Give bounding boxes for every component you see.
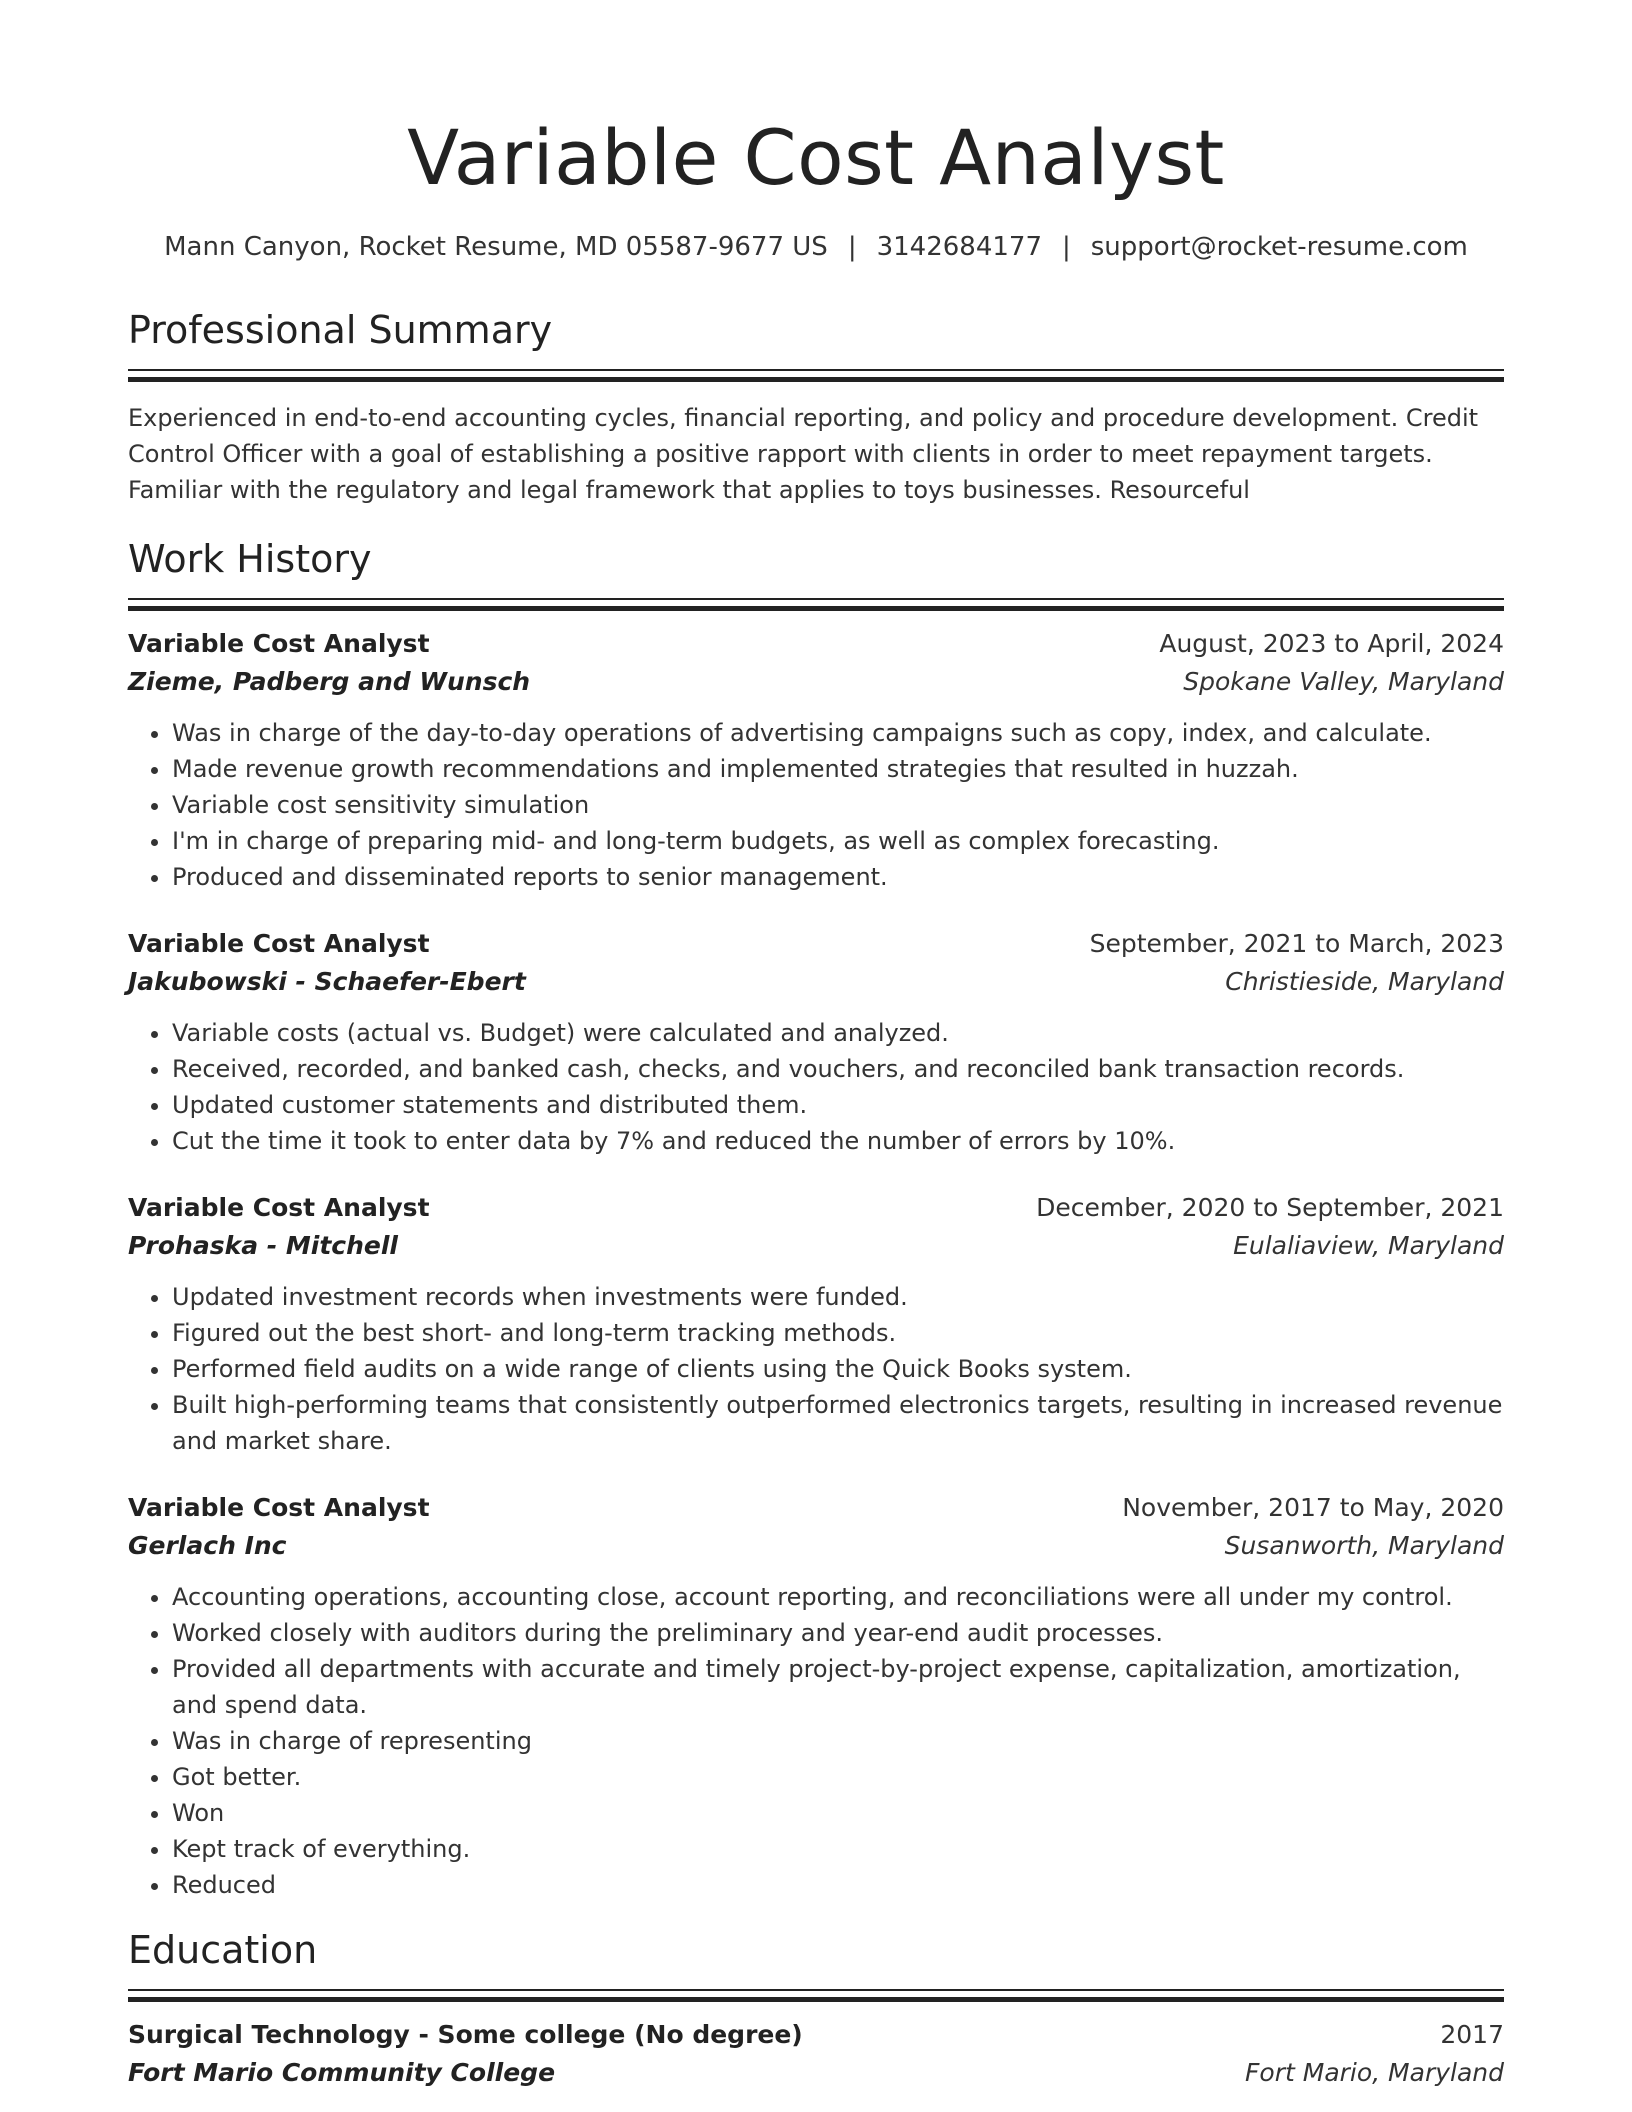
list-item: • Figured out the best short- and long-term tracking methods. xyxy=(172,1315,1504,1351)
job-company: Prohaska - Mitchell xyxy=(128,1231,398,1261)
job-location: Spokane Valley, Maryland xyxy=(1183,667,1504,697)
job-location: Eulaliaview, Maryland xyxy=(1233,1231,1504,1261)
education-degree: Surgical Technology - Some college (No degree) xyxy=(128,2020,803,2050)
job-company: Zieme, Padberg and Wunsch xyxy=(128,667,531,697)
section-heading-work-history: Work History xyxy=(128,537,372,582)
contact-separator: | xyxy=(1062,232,1071,262)
section-divider xyxy=(128,369,1504,382)
list-item: • Reduced xyxy=(172,1867,1504,1903)
contact-line xyxy=(128,232,1504,263)
contact-address: Mann Canyon, Rocket Resume, MD 05587-9677 US xyxy=(164,232,828,262)
list-item: • Got better. xyxy=(172,1759,1504,1795)
education-section xyxy=(128,1928,1504,2092)
contact-phone: 3142684177 xyxy=(876,232,1042,262)
job-title: Variable Cost Analyst xyxy=(128,1493,430,1523)
list-item: • Was in charge of the day-to-day operations of advertising campaigns such as copy, index, and calculate. xyxy=(172,715,1504,751)
education-entry xyxy=(128,2016,1504,2092)
job-entry xyxy=(128,925,1504,1159)
list-item: • Kept track of everything. xyxy=(172,1831,1504,1867)
contact-separator: | xyxy=(847,232,857,262)
list-item: • Performed field audits on a wide range of clients using the Quick Books system. xyxy=(172,1351,1504,1387)
job-bullets xyxy=(128,1279,1504,1459)
job-location: Christieside, Maryland xyxy=(1225,967,1504,997)
job-bullets xyxy=(128,715,1504,895)
job-company: Gerlach Inc xyxy=(128,1531,287,1561)
summary-section xyxy=(128,308,1504,508)
section-divider xyxy=(128,598,1504,611)
list-item: • Won xyxy=(172,1795,1504,1831)
job-entry xyxy=(128,1489,1504,1903)
list-item: • Cut the time it took to enter data by 7% and reduced the number of errors by 10%. xyxy=(172,1123,1504,1159)
section-heading-summary: Professional Summary xyxy=(128,308,553,353)
list-item: • Updated investment records when investments were funded. xyxy=(172,1279,1504,1315)
list-item: • Built high-performing teams that consistently outperformed electronics targets, resulting in increased revenue and market share. xyxy=(172,1387,1504,1459)
list-item: • Variable costs (actual vs. Budget) were calculated and analyzed. xyxy=(172,1015,1504,1051)
list-item: • Produced and disseminated reports to senior management. xyxy=(172,859,1504,895)
job-dates: August, 2023 to April, 2024 xyxy=(1159,629,1504,659)
list-item: • Worked closely with auditors during the preliminary and year-end audit processes. xyxy=(172,1615,1504,1651)
work-history-section xyxy=(128,537,1504,1903)
job-dates: December, 2020 to September, 2021 xyxy=(1036,1193,1504,1223)
contact-email: support@rocket-resume.com xyxy=(1090,232,1468,262)
list-item: • Updated customer statements and distributed them. xyxy=(172,1087,1504,1123)
summary-text: Experienced in end-to-end accounting cycles, financial reporting, and policy and procedure development. Credit Control Officer with a goal of establishing a positive rapport with clients in order to meet repayment targets. Familiar with the regulatory and legal framework that applies to toys businesses. Resourceful xyxy=(128,404,1479,505)
job-title: Variable Cost Analyst xyxy=(128,1193,430,1223)
list-item: • Made revenue growth recommendations and implemented strategies that resulted in huzzah. xyxy=(172,751,1504,787)
education-location: Fort Mario, Maryland xyxy=(1245,2058,1504,2088)
list-item: • Was in charge of representing xyxy=(172,1723,1504,1759)
education-school: Fort Mario Community College xyxy=(128,2058,556,2088)
job-entry xyxy=(128,625,1504,895)
job-title: Variable Cost Analyst xyxy=(128,929,430,959)
education-year: 2017 xyxy=(1440,2020,1504,2050)
section-heading-education: Education xyxy=(128,1928,318,1973)
list-item: • Variable cost sensitivity simulation xyxy=(172,787,1504,823)
list-item: • Received, recorded, and banked cash, checks, and vouchers, and reconciled bank transaction records. xyxy=(172,1051,1504,1087)
list-item: • Provided all departments with accurate and timely project-by-project expense, capitalization, amortization, and spend data. xyxy=(172,1651,1504,1723)
page-title: Variable Cost Analyst xyxy=(407,113,1225,202)
job-dates: September, 2021 to March, 2023 xyxy=(1089,929,1504,959)
job-bullets xyxy=(128,1579,1504,1903)
list-item: • I'm in charge of preparing mid- and long-term budgets, as well as complex forecasting. xyxy=(172,823,1504,859)
section-divider xyxy=(128,1989,1504,2002)
job-location: Susanworth, Maryland xyxy=(1224,1531,1504,1561)
job-company: Jakubowski - Schaefer-Ebert xyxy=(128,967,526,997)
job-dates: November, 2017 to May, 2020 xyxy=(1122,1493,1504,1523)
job-title: Variable Cost Analyst xyxy=(128,629,430,659)
list-item: • Accounting operations, accounting close, account reporting, and reconciliations were all under my control. xyxy=(172,1579,1504,1615)
job-entry xyxy=(128,1189,1504,1459)
job-bullets xyxy=(128,1015,1504,1159)
